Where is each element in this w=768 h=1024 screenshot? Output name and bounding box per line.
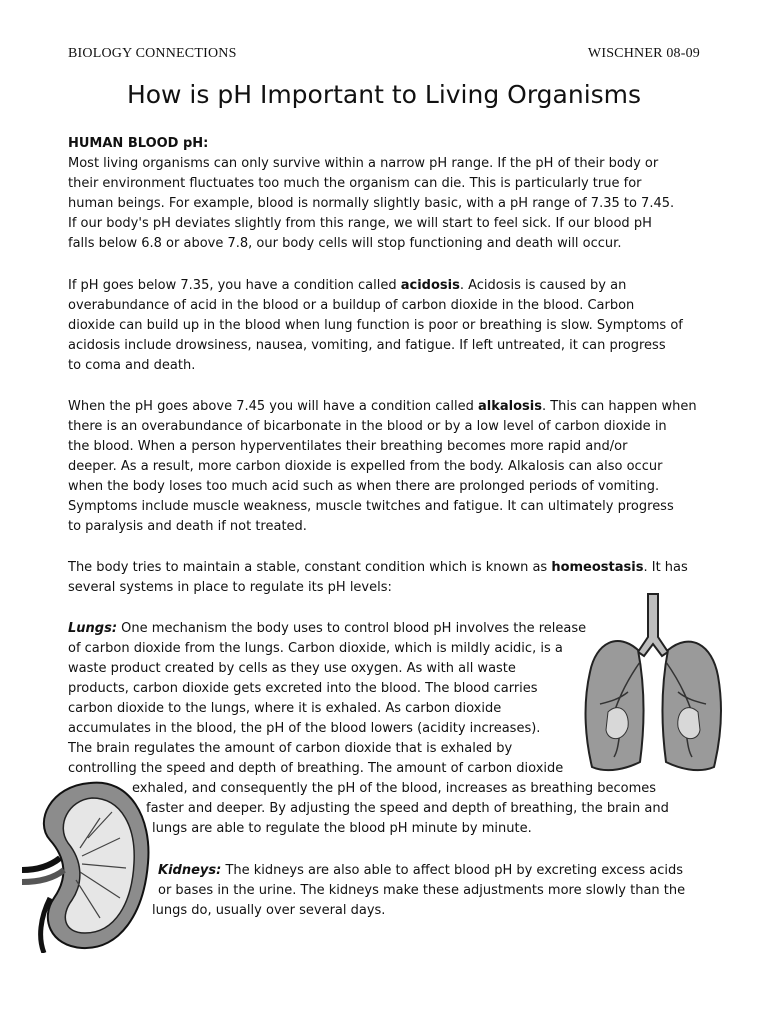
text-line: waste product created by cells as they use oxygen. As with all waste bbox=[68, 661, 516, 676]
text-line: acidosis include drowsiness, nausea, vomiting, and fatigue. If left untreated, it can progress bbox=[68, 338, 666, 353]
homeostasis-term: homeostasis bbox=[551, 560, 644, 575]
text-line: to coma and death. bbox=[68, 358, 196, 373]
text-line: exhaled, and consequently the pH of the blood, increases as breathing becomes bbox=[132, 781, 657, 796]
lungs-illustration-icon bbox=[578, 592, 728, 782]
text-line: accumulates in the blood, the pH of the blood lowers (acidity increases). bbox=[68, 721, 541, 736]
text-line: deeper. As a result, more carbon dioxide is expelled from the body. Alkalosis can also occur bbox=[68, 459, 663, 474]
kidneys-term: Kidneys: bbox=[158, 863, 222, 878]
author-header: WISCHNER 08-09 bbox=[587, 46, 700, 61]
text-line: overabundance of acid in the blood or a buildup of carbon dioxide in the blood. Carbon bbox=[68, 298, 635, 313]
page-title: How is pH Important to Living Organisms bbox=[126, 80, 642, 109]
text-line: If our body's pH deviates slightly from this range, we will start to feel sick. If our blood pH bbox=[68, 216, 652, 231]
text-line: there is an overabundance of bicarbonate in the blood or by a low level of carbon dioxide in bbox=[68, 419, 667, 434]
text-run: . Acidosis is caused by an bbox=[459, 278, 627, 293]
text-run: . It has bbox=[643, 560, 688, 575]
text-line: The brain regulates the amount of carbon dioxide that is exhaled by bbox=[68, 741, 513, 756]
kidney-illustration-icon bbox=[20, 778, 155, 953]
text-run: If pH goes below 7.35, you have a condition called bbox=[68, 278, 401, 293]
text-line: controlling the speed and depth of breathing. The amount of carbon dioxide bbox=[68, 761, 564, 776]
text-line: their environment fluctuates too much the organism can die. This is particularly true for bbox=[68, 176, 642, 191]
text-line: human beings. For example, blood is normally slightly basic, with a pH range of 7.35 to 7.45. bbox=[68, 196, 675, 211]
text-line: when the body loses too much acid such as when there are prolonged periods of vomiting. bbox=[68, 479, 660, 494]
text-line: lungs are able to regulate the blood pH minute by minute. bbox=[152, 821, 532, 836]
lungs-term: Lungs: bbox=[68, 621, 118, 636]
text-line: faster and deeper. By adjusting the speed and depth of breathing, the brain and bbox=[146, 801, 669, 816]
course-header: BIOLOGY CONNECTIONS bbox=[68, 46, 237, 61]
section-heading: HUMAN BLOOD pH: bbox=[68, 136, 209, 151]
text-run: The kidneys are also able to affect blood pH by excreting excess acids bbox=[221, 863, 684, 878]
text-line: to paralysis and death if not treated. bbox=[68, 519, 307, 534]
text-run: . This can happen when bbox=[541, 399, 697, 414]
text-line: or bases in the urine. The kidneys make these adjustments more slowly than the bbox=[158, 883, 686, 898]
alkalosis-paragraph bbox=[68, 397, 700, 537]
text-line: Most living organisms can only survive within a narrow pH range. If the pH of their body or bbox=[68, 156, 659, 171]
text-line: carbon dioxide to the lungs, where it is exhaled. As carbon dioxide bbox=[68, 701, 502, 716]
text-line: lungs do, usually over several days. bbox=[152, 903, 386, 918]
text-run: When the pH goes above 7.45 you will have a condition called bbox=[68, 399, 478, 414]
acidosis-paragraph bbox=[68, 276, 700, 376]
text-run: One mechanism the body uses to control blood pH involves the release bbox=[117, 621, 587, 636]
alkalosis-term: alkalosis bbox=[477, 399, 542, 414]
text-line: the blood. When a person hyperventilates their breathing becomes more rapid and/or bbox=[68, 439, 628, 454]
text-run: The body tries to maintain a stable, constant condition which is known as bbox=[68, 560, 552, 575]
text-line: falls below 6.8 or above 7.8, our body cells will stop functioning and death will occur. bbox=[68, 236, 622, 251]
text-line: Symptoms include muscle weakness, muscle twitches and fatigue. It can ultimately progress bbox=[68, 499, 674, 514]
text-line: dioxide can build up in the blood when lung function is poor or breathing is slow. Symptoms of bbox=[68, 318, 683, 333]
text-line: of carbon dioxide from the lungs. Carbon dioxide, which is mildly acidic, is a bbox=[68, 641, 563, 656]
blood-ph-section bbox=[68, 134, 700, 254]
acidosis-term: acidosis bbox=[400, 278, 460, 293]
text-line: several systems in place to regulate its pH levels: bbox=[68, 580, 392, 595]
kidneys-paragraph bbox=[152, 861, 712, 921]
text-line: products, carbon dioxide gets excreted into the blood. The blood carries bbox=[68, 681, 538, 696]
